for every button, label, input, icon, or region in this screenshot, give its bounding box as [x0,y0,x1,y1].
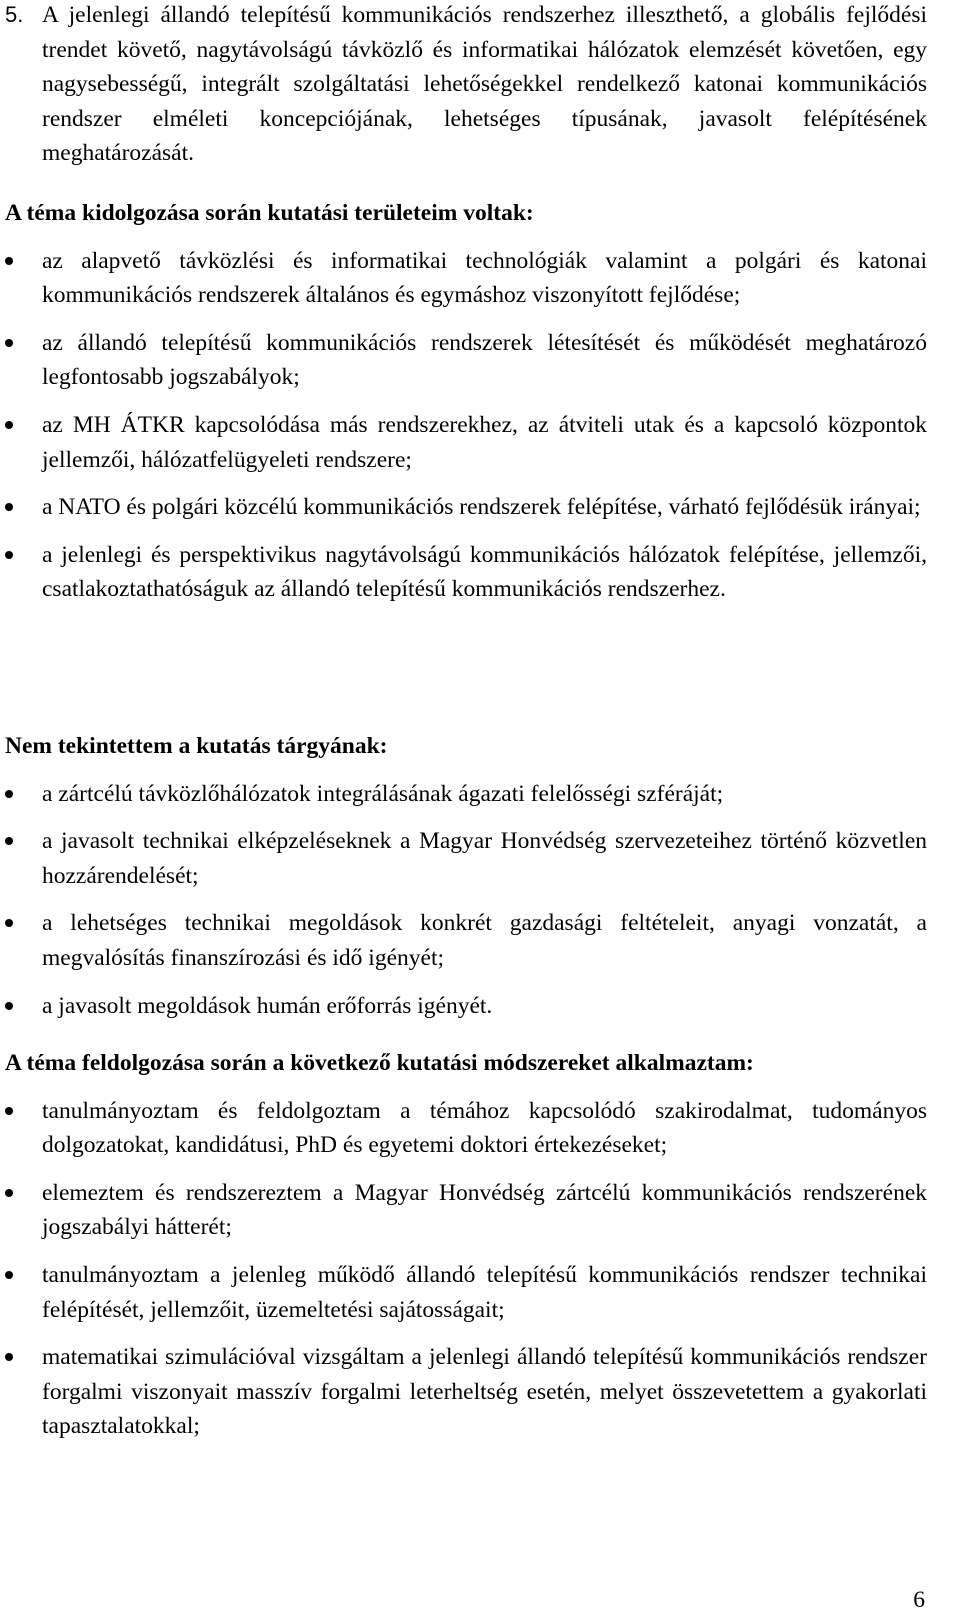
list-item-text: az MH ÁTKR kapcsolódása más rendszerekhez, az átviteli utak és a kapcsoló központok jellemzői, hálózatfelügyeleti rendszere; [42,411,927,473]
list-item [5,244,927,313]
bullet-icon [5,1002,13,1010]
list-item [5,408,927,477]
intro-item-text: A jelenlegi állandó telepítésű kommunikációs rendszerhez illeszthető, a globális fejlődési trendet követő, nagytávolságú távközlő és informatikai hálózatok elemzését követően, egy nagysebességű, integrált szolgáltatási lehetőségekkel rendelkező katonai kommunikációs rendszer elméleti koncepciójának, lehetséges típusának, javasolt felépítésének meghatározását. [42,2,927,167]
list-item [5,989,927,1024]
list-item-text: a NATO és polgári közcélú kommunikációs rendszerek felépítése, várható fejlődésük irányai; [42,494,921,521]
list-item [5,1176,927,1245]
list-item [5,490,927,525]
list-item [5,326,927,395]
bullet-icon [5,790,13,798]
list-item [5,1340,927,1444]
research-areas-heading: A téma kidolgozása során kutatási területeim voltak: [5,200,534,226]
list-item-text: a zártcélú távközlőhálózatok integrálásának ágazati felelősségi szféráját; [42,780,724,807]
excluded-topics-section [5,729,927,1023]
list-item-text: a jelenlegi és perspektivikus nagytávolságú kommunikációs hálózatok felépítése, jellemzői, csatlakoztathatóságuk az állandó telepítésű kommunikációs rendszerhez. [42,541,927,603]
page-number: 6 [913,1587,925,1613]
bullet-icon [5,837,13,845]
bullet-icon [5,551,13,559]
bullet-icon [5,1189,13,1197]
research-methods-heading: A téma feldolgozása során a következő kutatási módszereket alkalmaztam: [5,1050,754,1076]
list-item-text: a javasolt megoldások humán erőforrás igényét. [42,992,493,1019]
bullet-icon [5,421,13,429]
list-item-text: a javasolt technikai elképzeléseknek a Magyar Honvédség szervezeteihez történő közvetlen hozzárendelését; [42,828,927,889]
intro-item-number: 5. [5,2,24,27]
list-item-text: tanulmányoztam és feldolgoztam a témához kapcsolódó szakirodalmat, tudományos dolgozatokat, kandidátusi, PhD és egyetemi doktori értekezéseket; [42,1097,927,1159]
excluded-topics-list [5,777,927,1024]
research-methods-section [5,1046,927,1444]
bullet-icon [5,1353,13,1361]
bullet-icon [5,503,13,511]
list-item-text: az állandó telepítésű kommunikációs rendszerek létesítését és működését meghatározó legfontosabb jogszabályok; [42,329,927,391]
intro-numbered-item [5,0,927,171]
list-item-text: matematikai szimulációval vizsgáltam a jelenlegi állandó telepítésű kommunikációs rendszer forgalmi viszonyait masszív forgalmi leterheltség esetén, melyet összevetettem a gyakorlati tapasztalatokkal; [42,1344,927,1440]
bullet-icon [5,339,13,347]
list-item [5,1258,927,1327]
bullet-icon [5,1271,13,1279]
research-areas-section [5,196,927,607]
excluded-topics-heading: Nem tekintettem a kutatás tárgyának: [5,733,388,759]
list-item-text: elemeztem és rendszereztem a Magyar Honvédség zártcélú kommunikációs rendszerének jogszabályi hátterét; [42,1179,927,1241]
list-item [5,824,927,893]
list-item [5,1094,927,1163]
list-item [5,906,927,975]
list-item-text: a lehetséges technikai megoldások konkrét gazdasági feltételeit, anyagi vonzatát, a megvalósítás finanszírozási és idő igényét; [42,910,927,971]
research-areas-list [5,244,927,607]
research-methods-list [5,1094,927,1444]
bullet-icon [5,1107,13,1115]
list-item [5,538,927,607]
bullet-icon [5,257,13,265]
list-item-text: tanulmányoztam a jelenleg működő állandó telepítésű kommunikációs rendszer technikai felépítését, jellemzőit, üzemeltetési sajátosságait; [42,1261,927,1323]
list-item [5,777,927,812]
bullet-icon [5,919,13,927]
list-item-text: az alapvető távközlési és informatikai technológiák valamint a polgári és katonai kommunikációs rendszerek általános és egymáshoz viszonyított fejlődése; [42,247,927,309]
